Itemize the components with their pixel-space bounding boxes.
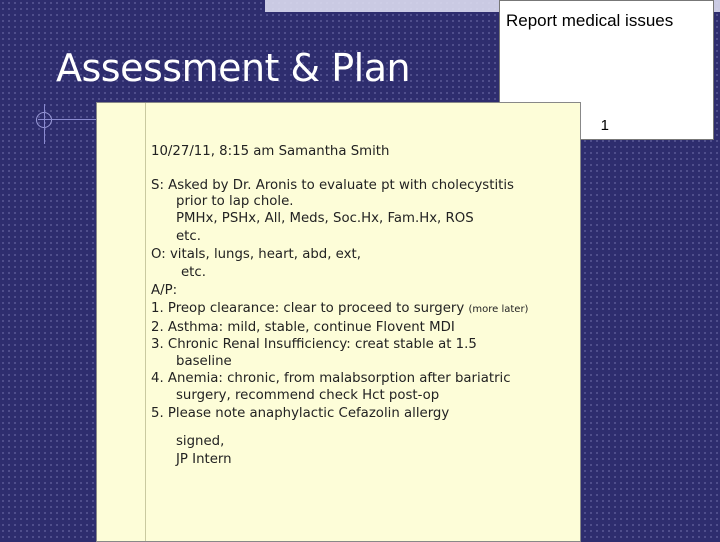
subjective-line: etc.	[176, 229, 201, 244]
note-margin-line	[145, 103, 146, 541]
objective-line: etc.	[181, 265, 206, 280]
note-content	[151, 143, 576, 469]
plan-item-continuation: baseline	[176, 354, 232, 369]
page-number: 1	[600, 117, 609, 134]
signature-name: JP Intern	[176, 452, 232, 467]
plan-item: 5. Please note anaphylactic Cefazolin allergy	[151, 406, 450, 421]
plan-item	[151, 300, 576, 319]
signature-line: signed,	[176, 434, 225, 449]
plan-item-continuation: surgery, recommend check Hct post-op	[176, 388, 440, 403]
plan-item: 2. Asthma: mild, stable, continue Flovent MDI	[151, 320, 455, 335]
report-callout-label: Report medical issues	[506, 11, 674, 30]
subjective-line: S: Asked by Dr. Aronis to evaluate pt with cholecystitis	[151, 178, 514, 193]
plan-item: 3. Chronic Renal Insufficiency: creat stable at 1.5	[151, 337, 477, 352]
progress-note-card	[96, 102, 581, 542]
plan-item-text: 1. Preop clearance: clear to proceed to surgery	[151, 301, 465, 316]
subjective-line: prior to lap chole.	[176, 194, 294, 209]
vertical-rule-decoration	[44, 104, 45, 144]
spacer	[151, 423, 576, 433]
slide-title: Assessment & Plan	[56, 46, 411, 90]
plan-item: 4. Anemia: chronic, from malabsorption after bariatric	[151, 371, 511, 386]
assessment-plan-label: A/P:	[151, 283, 178, 298]
note-header: 10/27/11, 8:15 am Samantha Smith	[151, 144, 390, 159]
subjective-line: PMHx, PSHx, All, Meds, Soc.Hx, Fam.Hx, ROS	[176, 211, 474, 226]
objective-line: O: vitals, lungs, heart, abd, ext,	[151, 247, 361, 262]
plan-item-note: (more later)	[468, 304, 529, 315]
